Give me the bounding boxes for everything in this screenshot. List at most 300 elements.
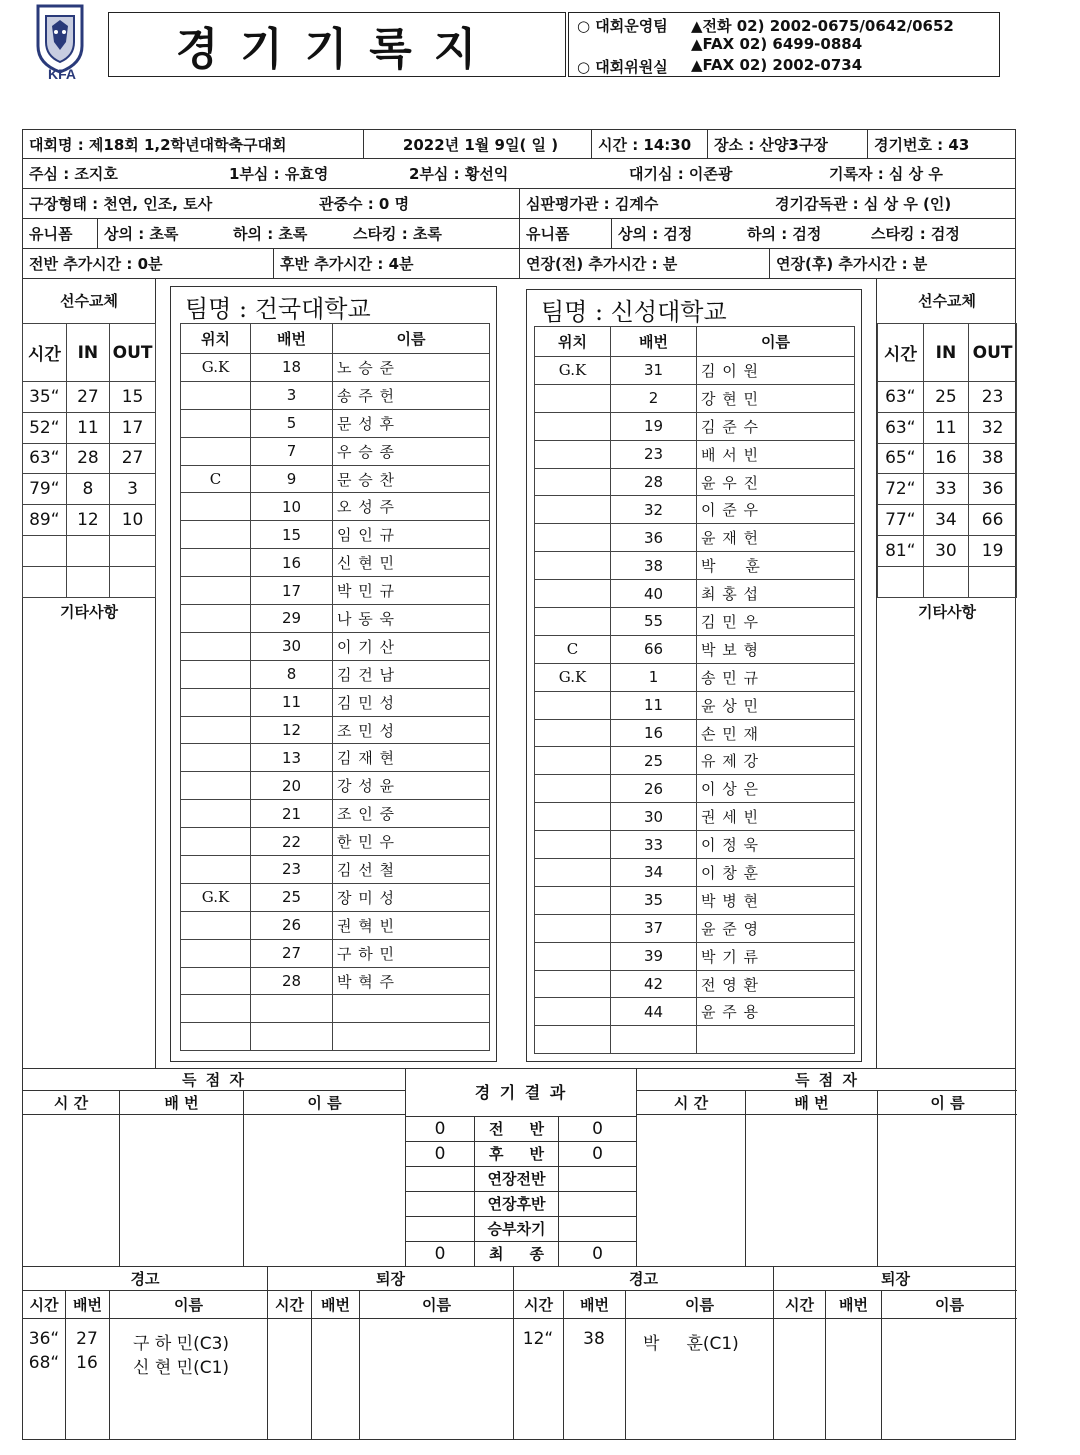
away-uniform-socks: 스타킹 : 검정	[871, 225, 960, 243]
result-home-score: 0	[406, 1242, 474, 1267]
player-name: 전 영 환	[697, 970, 855, 998]
sub-in: 27	[66, 382, 109, 413]
player-number: 23	[251, 856, 333, 884]
roster-row	[181, 772, 490, 800]
divider	[625, 1319, 626, 1440]
result-away-score: 0	[558, 1142, 636, 1167]
second-half-added-time: 후반 추가시간 : 4분	[273, 249, 519, 278]
sub-row	[23, 474, 156, 505]
player-position	[535, 1026, 611, 1054]
roster-row	[535, 803, 855, 831]
home-team-name: 팀명 : 건국대학교	[185, 295, 371, 323]
match-date: 2022년 1월 9일( 일 )	[363, 130, 591, 158]
player-name: 한 민 우	[333, 828, 490, 856]
player-number	[611, 1026, 697, 1054]
player-number	[251, 995, 333, 1023]
card-name-header: 이름	[109, 1291, 267, 1319]
player-number: 34	[611, 859, 697, 887]
info-row-3	[22, 189, 1016, 219]
player-position	[535, 468, 611, 496]
warning-time: 68“	[28, 1353, 60, 1373]
warning-number: 38	[583, 1329, 605, 1349]
warning-name: 신 현 민(C1)	[133, 1358, 230, 1378]
player-number: 18	[251, 354, 333, 382]
recorder: 기록자 : 심 상 우	[829, 165, 943, 183]
sub-out: 23	[969, 382, 1017, 413]
player-position	[181, 995, 251, 1023]
roster-row	[181, 828, 490, 856]
player-number: 30	[611, 803, 697, 831]
home-ejection-title: 퇴장	[267, 1267, 513, 1291]
player-name: 강 현 민	[697, 384, 855, 412]
warning-number: 27	[76, 1329, 98, 1349]
player-number: 33	[611, 831, 697, 859]
roster-row	[181, 521, 490, 549]
player-position	[181, 967, 251, 995]
player-number: 13	[251, 744, 333, 772]
result-period-label: 전 반	[474, 1117, 558, 1142]
player-name: 김 준 수	[697, 412, 855, 440]
sub-row	[878, 382, 1017, 413]
player-name: 윤 상 민	[697, 691, 855, 719]
competition-name: 대회명 : 제18회 1,2학년대학축구대회	[29, 135, 287, 154]
player-name: 구 하 민	[333, 939, 490, 967]
player-number: 7	[251, 437, 333, 465]
player-name: 권 세 빈	[697, 803, 855, 831]
player-name	[333, 1023, 490, 1051]
away-scorer-name-header: 이 름	[877, 1091, 1017, 1115]
home-uniform-socks: 스타킹 : 초록	[353, 225, 442, 243]
player-number: 27	[251, 939, 333, 967]
sub-time: 79“	[23, 474, 67, 505]
extra-first-added-time: 연장(전) 추가시간 : 분	[519, 249, 769, 278]
sub-in-header: IN	[66, 324, 109, 382]
card-name-header: 이름	[359, 1291, 513, 1319]
player-position	[535, 580, 611, 608]
info-row-1	[22, 129, 1016, 159]
away-no-header: 배번	[611, 327, 697, 357]
player-number: 25	[611, 747, 697, 775]
player-number: 10	[251, 493, 333, 521]
player-name: 박 기 류	[697, 942, 855, 970]
roster-row	[181, 800, 490, 828]
assistant-referee-1: 1부심 : 유효영	[229, 165, 329, 183]
sub-time: 65“	[878, 443, 924, 474]
first-half-added-time: 전반 추가시간 : 0분	[29, 255, 163, 273]
player-position: G.K	[535, 357, 611, 385]
divider	[311, 1319, 312, 1440]
player-name: 김 선 철	[333, 856, 490, 884]
sub-time-header: 시간	[878, 324, 924, 382]
sub-in-header: IN	[923, 324, 968, 382]
result-box	[405, 1069, 637, 1267]
away-team-name: 팀명 : 신성대학교	[541, 298, 727, 326]
contact-value-2: ▲FAX 02) 6499-0884	[691, 35, 863, 53]
roster-row	[535, 719, 855, 747]
player-position	[535, 691, 611, 719]
player-number: 16	[251, 549, 333, 577]
player-number: 23	[611, 440, 697, 468]
player-name: 최 홍 섭	[697, 580, 855, 608]
result-away-score: 0	[558, 1117, 636, 1142]
player-position	[181, 716, 251, 744]
sub-time: 72“	[878, 474, 924, 505]
card-time-header: 시간	[23, 1291, 65, 1319]
divider	[267, 1319, 268, 1440]
home-roster-table	[180, 323, 490, 1051]
roster-row	[181, 716, 490, 744]
player-name: 김 민 성	[333, 688, 490, 716]
sub-in: 11	[66, 412, 109, 443]
player-position	[181, 688, 251, 716]
roster-row	[535, 970, 855, 998]
away-warning-title: 경고	[513, 1267, 773, 1291]
fourth-official: 대기심 : 이존광	[629, 165, 733, 183]
sub-row	[878, 474, 1017, 505]
sub-row	[23, 505, 156, 536]
player-position	[535, 747, 611, 775]
roster-row	[535, 663, 855, 691]
roster-row	[535, 412, 855, 440]
sub-row	[878, 443, 1017, 474]
player-position	[181, 911, 251, 939]
player-position	[535, 719, 611, 747]
player-name: 오 성 주	[333, 493, 490, 521]
roster-row	[535, 998, 855, 1026]
player-name: 윤 우 진	[697, 468, 855, 496]
roster-row	[535, 886, 855, 914]
divider	[877, 1115, 878, 1267]
player-number: 11	[251, 688, 333, 716]
player-number: 31	[611, 357, 697, 385]
player-name: 임 인 규	[333, 521, 490, 549]
player-name: 배 서 빈	[697, 440, 855, 468]
roster-row	[181, 660, 490, 688]
player-position	[535, 775, 611, 803]
player-name: 이 창 훈	[697, 859, 855, 887]
player-position	[181, 577, 251, 605]
result-home-score	[406, 1192, 474, 1217]
roster-row	[535, 859, 855, 887]
player-number: 28	[611, 468, 697, 496]
away-scorer-title: 득 점 자	[637, 1069, 1017, 1091]
player-number: 26	[611, 775, 697, 803]
roster-row	[181, 883, 490, 911]
player-name: 문 승 찬	[333, 465, 490, 493]
player-position	[181, 856, 251, 884]
result-away-score	[558, 1167, 636, 1192]
sub-in: 33	[923, 474, 968, 505]
referee-assessor: 심판평가관 : 김계수	[519, 189, 769, 218]
roster-row	[181, 465, 490, 493]
roster-row	[181, 939, 490, 967]
home-name-header: 이름	[333, 324, 490, 354]
info-row-5	[22, 249, 1016, 279]
player-position	[535, 831, 611, 859]
sub-out: 15	[110, 382, 156, 413]
card-number-header: 배번	[311, 1291, 359, 1319]
player-number: 1	[611, 663, 697, 691]
player-number: 40	[611, 580, 697, 608]
home-sub-panel	[22, 279, 156, 1069]
info-row-2	[22, 159, 1016, 189]
roster-row	[181, 493, 490, 521]
sub-out: 27	[110, 443, 156, 474]
player-number: 55	[611, 608, 697, 636]
roster-row	[181, 381, 490, 409]
player-number: 9	[251, 465, 333, 493]
sub-time: 81“	[878, 535, 924, 566]
sub-row	[23, 412, 156, 443]
sub-in: 11	[923, 412, 968, 443]
player-position	[535, 998, 611, 1026]
roster-row	[535, 580, 855, 608]
player-number: 5	[251, 409, 333, 437]
roster-row	[535, 831, 855, 859]
player-number: 32	[611, 496, 697, 524]
player-position	[535, 496, 611, 524]
player-number: 8	[251, 660, 333, 688]
player-name: 박 보 형	[697, 635, 855, 663]
sub-in: 28	[66, 443, 109, 474]
result-period-label: 최 종	[474, 1242, 558, 1267]
home-uniform-label: 유니폼	[29, 225, 73, 243]
roster-row	[535, 552, 855, 580]
player-name: 신 현 민	[333, 549, 490, 577]
match-time: 시간 : 14:30	[591, 130, 707, 158]
player-name: 윤 주 용	[697, 998, 855, 1026]
sub-row	[878, 535, 1017, 566]
contact-value-1: ▲전화 02) 2002-0675/0642/0652	[691, 17, 954, 35]
home-scorer-name-header: 이 름	[243, 1091, 405, 1115]
divider	[243, 1115, 244, 1267]
home-uniform-bottom: 하의 : 초록	[233, 225, 308, 243]
sub-row	[878, 566, 1017, 597]
referee: 주심 : 조지호	[29, 165, 118, 183]
sub-time: 89“	[23, 505, 67, 536]
player-position	[535, 608, 611, 636]
sub-in	[923, 566, 968, 597]
divider	[745, 1115, 746, 1267]
roster-row	[535, 496, 855, 524]
player-name	[697, 1026, 855, 1054]
roster-row	[181, 911, 490, 939]
home-scorer-no-header: 배 번	[119, 1091, 243, 1115]
sub-time: 77“	[878, 505, 924, 536]
roster-row	[535, 608, 855, 636]
home-pos-header: 위치	[181, 324, 251, 354]
home-no-header: 배번	[251, 324, 333, 354]
player-position	[535, 942, 611, 970]
player-position: C	[181, 465, 251, 493]
player-name: 이 상 은	[697, 775, 855, 803]
player-number: 16	[611, 719, 697, 747]
player-name: 김 민 우	[697, 608, 855, 636]
player-name: 이 기 산	[333, 632, 490, 660]
roster-row	[535, 635, 855, 663]
sub-out	[110, 566, 156, 597]
player-name: 조 인 중	[333, 800, 490, 828]
player-name: 이 준 우	[697, 496, 855, 524]
player-position	[181, 772, 251, 800]
result-home-score: 0	[406, 1117, 474, 1142]
player-number: 66	[611, 635, 697, 663]
roster-row	[535, 942, 855, 970]
sub-out	[969, 566, 1017, 597]
sub-time: 52“	[23, 412, 67, 443]
card-number-header: 배번	[825, 1291, 881, 1319]
contact-label-3: ○ 대회위원실	[577, 58, 668, 76]
card-number-header: 배번	[563, 1291, 625, 1319]
sub-time	[878, 566, 924, 597]
player-name: 권 혁 빈	[333, 911, 490, 939]
player-number	[251, 1023, 333, 1051]
player-name: 송 주 헌	[333, 381, 490, 409]
result-period-label: 연장후반	[474, 1192, 558, 1217]
home-scorer-title: 득 점 자	[23, 1069, 405, 1091]
player-position	[181, 660, 251, 688]
player-name: 박 혁 주	[333, 967, 490, 995]
player-position: G.K	[535, 663, 611, 691]
roster-row	[535, 747, 855, 775]
sub-row	[878, 505, 1017, 536]
sub-out: 36	[969, 474, 1017, 505]
player-position	[535, 914, 611, 942]
roster-row	[181, 744, 490, 772]
player-position	[181, 437, 251, 465]
logo-text: KFA	[48, 66, 76, 82]
sub-out: 3	[110, 474, 156, 505]
player-position	[181, 632, 251, 660]
roster-row	[181, 632, 490, 660]
away-roster-table	[534, 326, 855, 1054]
player-name: 노 승 준	[333, 354, 490, 382]
player-number: 44	[611, 998, 697, 1026]
sub-in: 25	[923, 382, 968, 413]
sub-in: 34	[923, 505, 968, 536]
warning-time: 36“	[28, 1329, 60, 1349]
away-uniform-bottom: 하의 : 검정	[747, 225, 822, 243]
page-title: 경기기록지	[108, 12, 566, 77]
player-position	[535, 886, 611, 914]
contact-label-1: ○ 대회운영팀	[577, 17, 668, 35]
home-scorer-time-header: 시 간	[23, 1091, 119, 1115]
sub-row	[878, 412, 1017, 443]
player-number: 17	[251, 577, 333, 605]
roster-row	[181, 605, 490, 633]
sub-in: 8	[66, 474, 109, 505]
away-other-title: 기타사항	[918, 603, 976, 621]
player-position	[181, 549, 251, 577]
player-position	[181, 605, 251, 633]
player-position	[181, 409, 251, 437]
away-team-box	[526, 289, 862, 1062]
result-away-score	[558, 1217, 636, 1242]
player-name: 이 정 욱	[697, 831, 855, 859]
player-name: 윤 재 헌	[697, 524, 855, 552]
roster-row	[181, 437, 490, 465]
player-position	[535, 440, 611, 468]
away-pos-header: 위치	[535, 327, 611, 357]
roster-row	[535, 775, 855, 803]
player-number: 28	[251, 967, 333, 995]
sub-time	[23, 566, 67, 597]
roster-row	[535, 440, 855, 468]
sub-time: 63“	[878, 412, 924, 443]
result-period-label: 연장전반	[474, 1167, 558, 1192]
attendance: 관중수 : 0 명	[319, 195, 410, 213]
away-sub-table	[877, 323, 1017, 598]
sub-row	[23, 566, 156, 597]
kfa-logo	[28, 2, 92, 86]
roster-row	[181, 354, 490, 382]
player-number: 21	[251, 800, 333, 828]
divider	[359, 1319, 360, 1440]
player-name: 송 민 규	[697, 663, 855, 691]
player-name	[333, 995, 490, 1023]
player-position: C	[535, 635, 611, 663]
player-position	[535, 384, 611, 412]
sub-row	[23, 535, 156, 566]
result-period-label: 승부차기	[474, 1217, 558, 1242]
player-number: 35	[611, 886, 697, 914]
player-position	[535, 412, 611, 440]
extra-second-added-time: 연장(후) 추가시간 : 분	[769, 249, 1017, 278]
player-position	[181, 493, 251, 521]
divider	[119, 1115, 120, 1267]
sub-out: 17	[110, 412, 156, 443]
player-number: 42	[611, 970, 697, 998]
home-other-title: 기타사항	[60, 603, 118, 621]
home-uniform-top: 상의 : 초록	[97, 219, 227, 248]
roster-row	[535, 691, 855, 719]
roster-row	[181, 409, 490, 437]
player-number: 25	[251, 883, 333, 911]
player-number: 38	[611, 552, 697, 580]
player-number: 37	[611, 914, 697, 942]
player-position	[181, 521, 251, 549]
player-position: G.K	[181, 883, 251, 911]
sub-time: 63“	[23, 443, 67, 474]
result-home-score: 0	[406, 1142, 474, 1167]
result-away-score	[558, 1192, 636, 1217]
roster-row	[181, 688, 490, 716]
warning-name: 구 하 민(C3)	[133, 1334, 230, 1354]
away-uniform-label: 유니폼	[519, 219, 611, 248]
warning-time: 12“	[522, 1329, 554, 1349]
sub-in	[66, 535, 109, 566]
sub-in	[66, 566, 109, 597]
player-name: 박 민 규	[333, 577, 490, 605]
home-sub-table	[22, 323, 156, 598]
sub-time-header: 시간	[23, 324, 67, 382]
player-number: 3	[251, 381, 333, 409]
sub-in: 12	[66, 505, 109, 536]
sub-out: 32	[969, 412, 1017, 443]
sub-out: 66	[969, 505, 1017, 536]
sub-in: 30	[923, 535, 968, 566]
player-name: 김 이 원	[697, 357, 855, 385]
card-name-header: 이름	[881, 1291, 1017, 1319]
result-away-score: 0	[558, 1242, 636, 1267]
away-sub-title: 선수교체	[918, 292, 976, 310]
player-position	[535, 803, 611, 831]
roster-row	[181, 549, 490, 577]
warning-name: 박 훈(C1)	[643, 1334, 739, 1354]
scorer-section	[22, 1069, 1016, 1267]
player-name: 김 건 남	[333, 660, 490, 688]
player-name: 장 미 성	[333, 883, 490, 911]
